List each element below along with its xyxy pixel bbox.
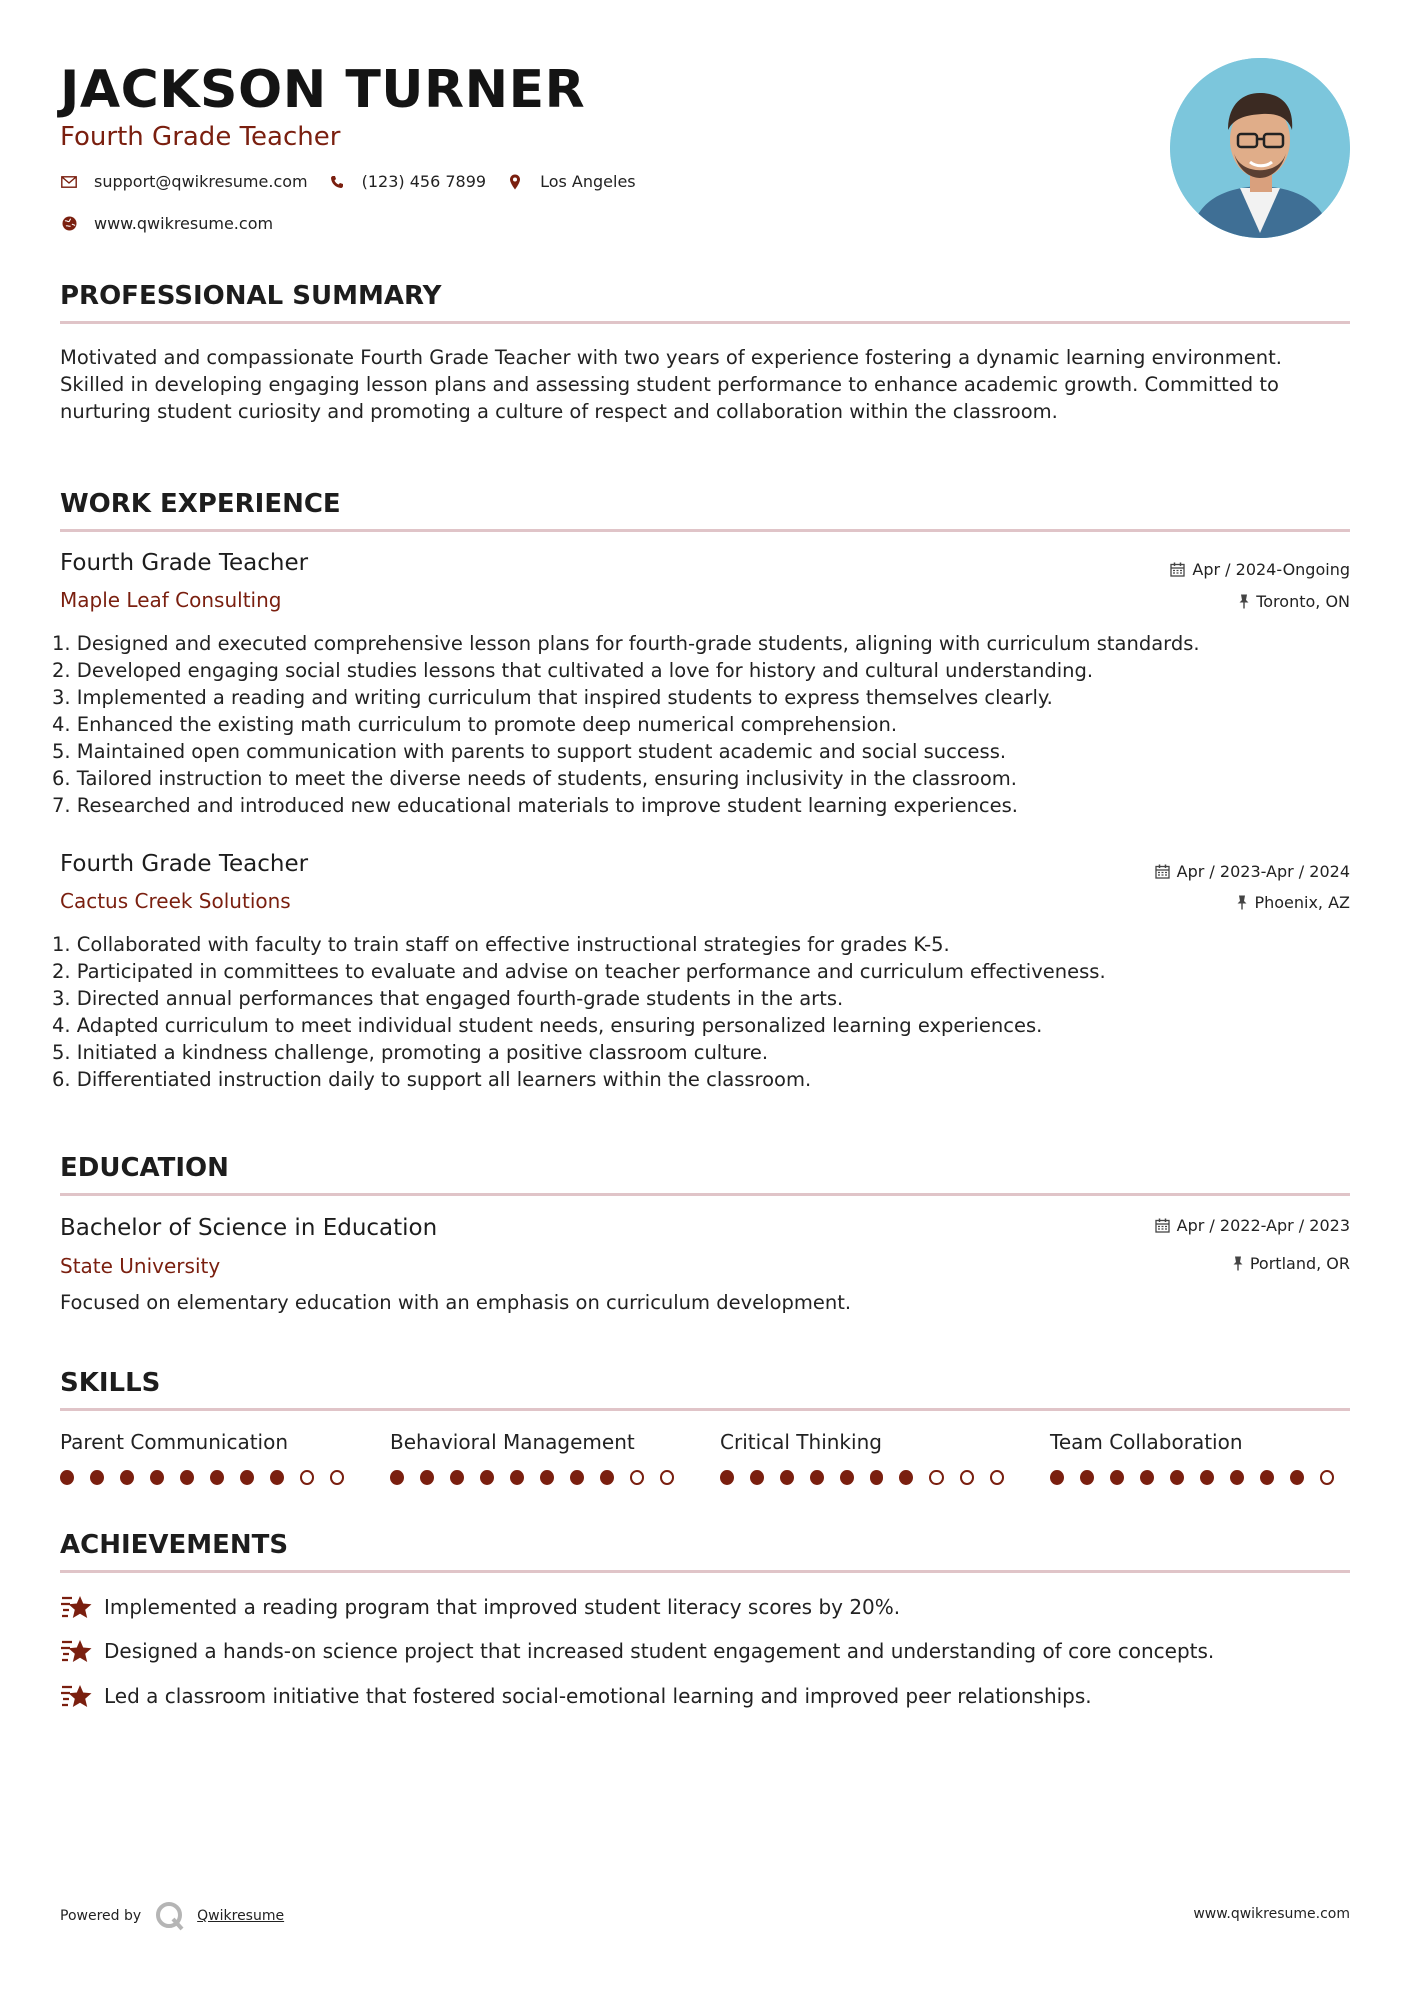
rating-dot-filled [1260, 1470, 1274, 1485]
list-item: 3. Directed annual performances that engaged fourth-grade students in the arts. [52, 987, 844, 1010]
rating-dot-filled [450, 1470, 464, 1485]
job-2-company: Cactus Creek Solutions [60, 889, 291, 913]
rating-dot-filled [1080, 1470, 1094, 1485]
education-school: State University [60, 1254, 221, 1278]
rating-dot-empty [960, 1470, 974, 1485]
job-2-location [1237, 893, 1350, 912]
map-pin-icon [506, 173, 524, 191]
calendar-icon [1155, 1218, 1170, 1233]
rating-dot-filled [180, 1470, 194, 1485]
rating-dot-filled [60, 1470, 74, 1485]
pushpin-icon [1233, 1256, 1243, 1271]
rating-dot-filled [270, 1470, 284, 1485]
rating-dot-filled [780, 1470, 794, 1485]
job-2-bullets [52, 931, 1352, 1093]
rating-dot-filled [390, 1470, 404, 1485]
star-award-icon [60, 1592, 94, 1622]
rating-dot-filled [1200, 1470, 1214, 1485]
education-heading: EDUCATION [60, 1153, 229, 1183]
skill-label: Behavioral Management [390, 1430, 635, 1454]
job-1-dates-text: Apr / 2024-Ongoing [1192, 560, 1350, 579]
rating-dot-filled [150, 1470, 164, 1485]
list-item: 4. Adapted curriculum to meet individual student needs, ensuring personalized learning experiences. [52, 1014, 1043, 1037]
job-1-location-text: Toronto, ON [1256, 592, 1350, 611]
list-item: 2. Developed engaging social studies lessons that cultivated a love for history and cultural understanding. [52, 659, 1094, 682]
skill-label: Team Collaboration [1050, 1430, 1243, 1454]
job-1-location [1239, 592, 1350, 611]
rating-dot-empty [330, 1470, 344, 1485]
contact-email[interactable]: support@qwikresume.com [94, 172, 308, 191]
education-divider [60, 1193, 1350, 1196]
footer-powered-by [60, 1901, 284, 1931]
profile-photo [1170, 58, 1350, 238]
summary-heading: PROFESSIONAL SUMMARY [60, 281, 442, 311]
footer-url[interactable]: www.qwikresume.com [1193, 1906, 1350, 1922]
rating-dot-filled [240, 1470, 254, 1485]
skill-label: Parent Communication [60, 1430, 289, 1454]
list-item: 1. Designed and executed comprehensive lesson plans for fourth-grade students, aligning with curriculum standards. [52, 632, 1200, 655]
rating-dot-empty [660, 1470, 674, 1485]
rating-dot-filled [90, 1470, 104, 1485]
star-award-icon [60, 1681, 94, 1711]
rating-dot-filled [810, 1470, 824, 1485]
achievement-text: Implemented a reading program that improved student literacy scores by 20%. [104, 1595, 901, 1619]
contact-website[interactable]: www.qwikresume.com [94, 214, 274, 233]
contact-phone[interactable]: (123) 456 7899 [361, 172, 487, 191]
summary-text: Motivated and compassionate Fourth Grade Teacher with two years of experience fostering a dynamic learning environment. Skilled in developing engaging lesson plans and assessing student performance to enhance academic growth. Committed to nurturing student curiosity and promoting a culture of respect and collaboration within the classroom. [60, 346, 1282, 423]
rating-dot-filled [899, 1470, 913, 1485]
skill-parent-communication [60, 1430, 360, 1485]
achievement-text: Led a classroom initiative that fostered social-emotional learning and improved peer relationships. [104, 1684, 1092, 1708]
candidate-role: Fourth Grade Teacher [60, 122, 341, 152]
rating-dot-empty [630, 1470, 644, 1485]
contact-row-secondary [60, 214, 293, 233]
experience-heading: WORK EXPERIENCE [60, 489, 341, 519]
rating-dot-filled [120, 1470, 134, 1485]
achievement-item [60, 1681, 1092, 1711]
skill-critical-thinking [720, 1430, 1020, 1485]
calendar-icon [1155, 864, 1170, 879]
education-location [1233, 1254, 1350, 1273]
skill-rating [1050, 1470, 1350, 1485]
rating-dot-filled [480, 1470, 494, 1485]
qwikresume-logo-icon [155, 1901, 185, 1931]
list-item: 2. Participated in committees to evaluate and advise on teacher performance and curriculum effectiveness. [52, 960, 1106, 983]
list-item: 3. Implemented a reading and writing curriculum that inspired students to express themselves clearly. [52, 686, 1053, 709]
rating-dot-filled [570, 1470, 584, 1485]
rating-dot-filled [1170, 1470, 1184, 1485]
achievement-text: Designed a hands-on science project that increased student engagement and understanding of core concepts. [104, 1639, 1215, 1663]
list-item: 4. Enhanced the existing math curriculum to promote deep numerical comprehension. [52, 713, 898, 736]
rating-dot-empty [929, 1470, 943, 1485]
job-1-company: Maple Leaf Consulting [60, 588, 282, 612]
achievement-item [60, 1636, 1214, 1666]
education-dates-text: Apr / 2022-Apr / 2023 [1176, 1216, 1350, 1235]
rating-dot-filled [750, 1470, 764, 1485]
achievements-heading: ACHIEVEMENTS [60, 1530, 289, 1560]
skills-divider [60, 1408, 1350, 1411]
list-item: 6. Differentiated instruction daily to support all learners within the classroom. [52, 1068, 812, 1091]
skill-label: Critical Thinking [720, 1430, 882, 1454]
rating-dot-filled [1110, 1470, 1124, 1485]
job-1-dates [1170, 560, 1350, 579]
rating-dot-filled [1230, 1470, 1244, 1485]
list-item: 5. Maintained open communication with parents to support student academic and social success. [52, 740, 1007, 763]
rating-dot-filled [1140, 1470, 1154, 1485]
footer-powered-label: Powered by [60, 1908, 142, 1924]
phone-icon [328, 173, 346, 191]
achievement-item [60, 1592, 900, 1622]
globe-icon [60, 215, 78, 233]
skill-team-collaboration [1050, 1430, 1350, 1485]
calendar-icon [1170, 562, 1185, 577]
job-2-title: Fourth Grade Teacher [60, 851, 309, 877]
job-2-dates [1155, 862, 1350, 881]
pushpin-icon [1239, 594, 1249, 609]
skill-rating [390, 1470, 690, 1485]
rating-dot-empty [300, 1470, 314, 1485]
rating-dot-empty [990, 1470, 1004, 1485]
rating-dot-filled [510, 1470, 524, 1485]
rating-dot-filled [540, 1470, 554, 1485]
education-description: Focused on elementary education with an emphasis on curriculum development. [60, 1291, 852, 1314]
job-2-location-text: Phoenix, AZ [1254, 893, 1350, 912]
resume-page [52, 0, 1350, 1990]
education-dates [1155, 1216, 1350, 1235]
education-degree: Bachelor of Science in Education [60, 1215, 438, 1241]
footer-brand-link[interactable]: Qwikresume [197, 1908, 285, 1924]
achievements-divider [60, 1570, 1350, 1573]
rating-dot-filled [1050, 1470, 1064, 1485]
job-1-title: Fourth Grade Teacher [60, 550, 309, 576]
list-item: 7. Researched and introduced new educational materials to improve student learning experiences. [52, 794, 1019, 817]
rating-dot-filled [600, 1470, 614, 1485]
skill-behavioral-management [390, 1430, 690, 1485]
rating-dot-filled [870, 1470, 884, 1485]
skill-rating [720, 1470, 1020, 1485]
experience-divider [60, 529, 1350, 532]
rating-dot-filled [1290, 1470, 1304, 1485]
summary-divider [60, 321, 1350, 324]
envelope-icon [60, 173, 78, 191]
list-item: 5. Initiated a kindness challenge, promoting a positive classroom culture. [52, 1041, 769, 1064]
rating-dot-filled [420, 1470, 434, 1485]
job-2-dates-text: Apr / 2023-Apr / 2024 [1176, 862, 1350, 881]
rating-dot-empty [1320, 1470, 1334, 1485]
star-award-icon [60, 1636, 94, 1666]
skill-rating [60, 1470, 360, 1485]
education-location-text: Portland, OR [1249, 1254, 1350, 1273]
list-item: 6. Tailored instruction to meet the diverse needs of students, ensuring inclusivity in the classroom. [52, 767, 1017, 790]
job-1-bullets [52, 630, 1352, 819]
candidate-name: JACKSON TURNER [60, 60, 586, 120]
list-item: 1. Collaborated with faculty to train staff on effective instructional strategies for grades K-5. [52, 933, 950, 956]
skills-heading: SKILLS [60, 1368, 161, 1398]
contact-location: Los Angeles [540, 172, 636, 191]
rating-dot-filled [210, 1470, 224, 1485]
contact-row-primary [60, 172, 656, 191]
rating-dot-filled [720, 1470, 734, 1485]
rating-dot-filled [840, 1470, 854, 1485]
pushpin-icon [1237, 895, 1247, 910]
